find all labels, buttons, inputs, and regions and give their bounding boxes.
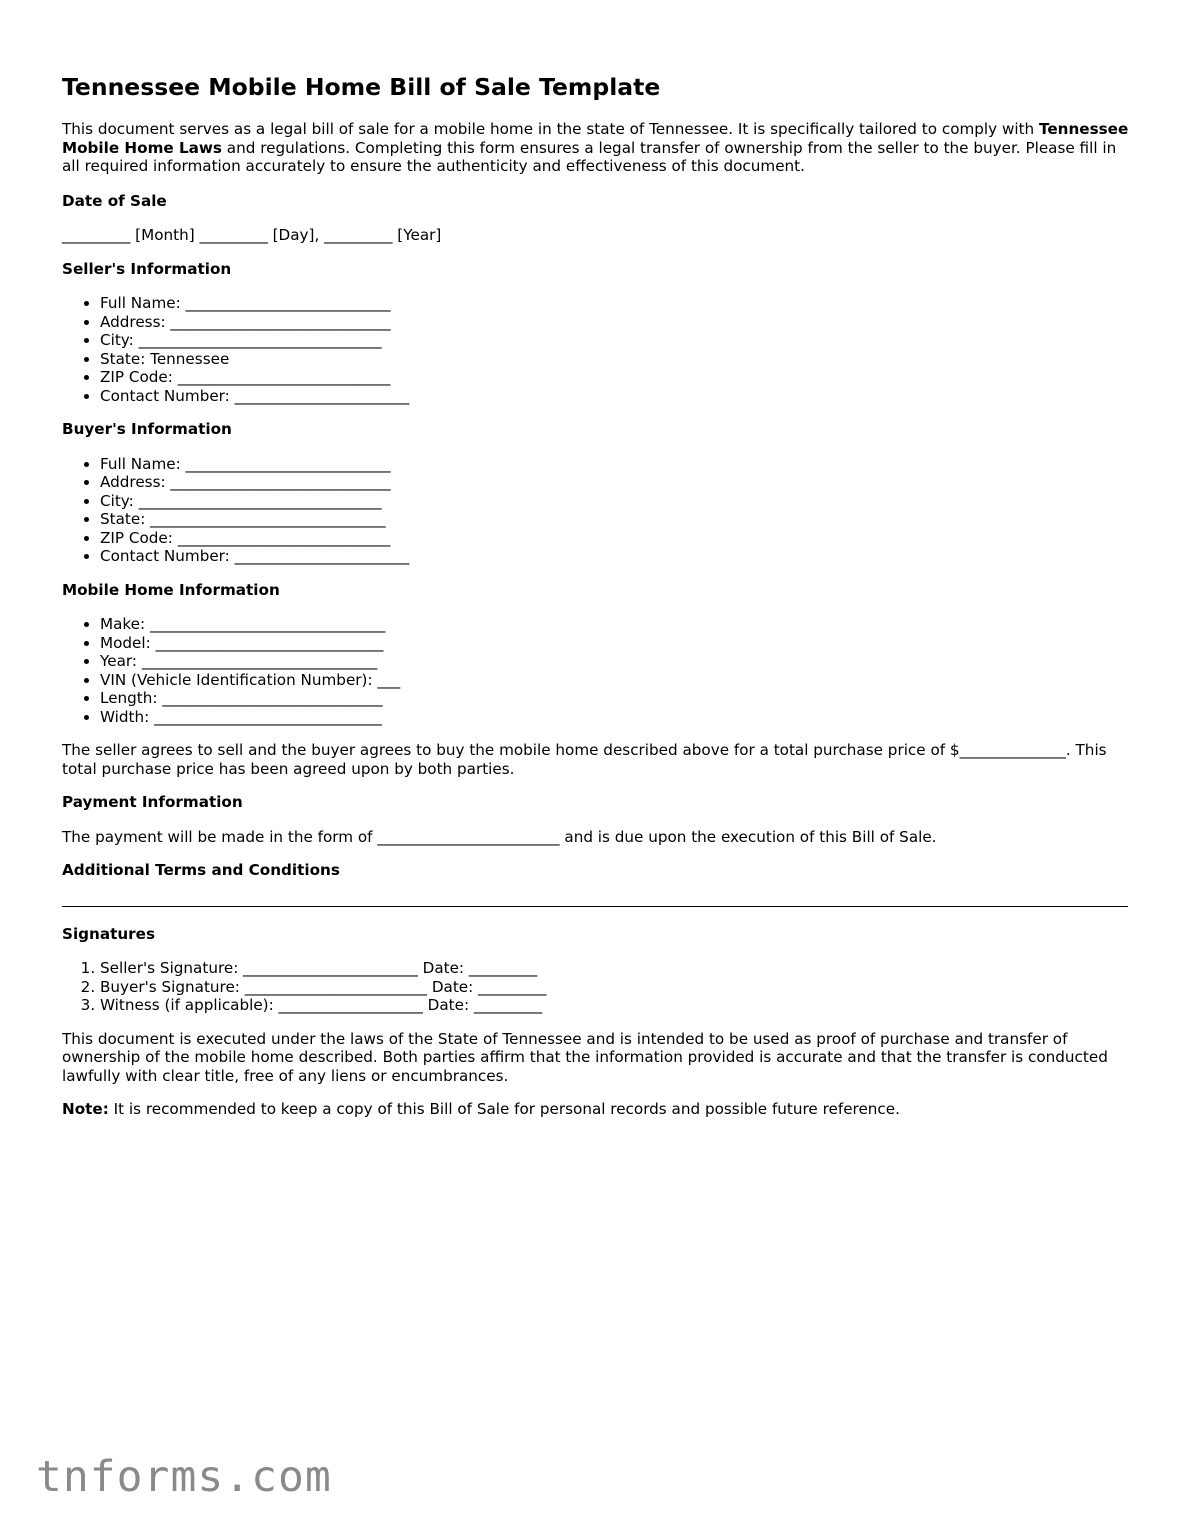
- seller-zip-field[interactable]: • ZIP Code: ____________________________: [100, 368, 1130, 387]
- note-text: It is recommended to keep a copy of this Bill of Sale for personal records and possible future reference.: [108, 1100, 900, 1118]
- seller-signature-line[interactable]: 1. Seller's Signature: _______________________ Date: _________: [100, 959, 1130, 978]
- seller-state-field: • State: Tennessee: [100, 350, 1130, 369]
- make-field[interactable]: • Make: _______________________________: [100, 615, 1130, 634]
- buyer-address-field[interactable]: • Address: _____________________________: [100, 473, 1130, 492]
- mobile-home-info-heading: Mobile Home Information: [62, 580, 280, 599]
- buyer-state-field[interactable]: • State: _______________________________: [100, 510, 1130, 529]
- site-watermark: tnforms.com: [36, 1452, 332, 1502]
- additional-terms-heading: Additional Terms and Conditions: [62, 861, 340, 879]
- signatures-heading: Signatures: [62, 924, 155, 943]
- buyer-city-field[interactable]: • City: ________________________________: [100, 492, 1130, 511]
- witness-signature-line[interactable]: 3. Witness (if applicable): ___________________ Date: _________: [100, 996, 1130, 1015]
- closing-paragraph: This document is executed under the laws of the State of Tennessee and is intended to be used as proof of purchase and transfer of ownership of the mobile home described. Both parties affirm that the information provided is accurate and that the transfer is conducted lawfully with clear title, free of any liens or encumbrances.: [62, 1029, 1108, 1085]
- date-of-sale-line: _________ [Month] _________ [Day], _________ [Year]: [62, 226, 442, 244]
- payment-info-heading: Payment Information: [62, 793, 243, 811]
- seller-info-list: [62, 294, 1130, 405]
- length-field[interactable]: • Length: _____________________________: [100, 689, 1130, 708]
- mobile-home-info-list: [62, 615, 1130, 726]
- seller-contact-field[interactable]: • Contact Number: _______________________: [100, 387, 1130, 406]
- purchase-price-paragraph: The seller agrees to sell and the buyer agrees to buy the mobile home described above for a total purchase price of $______________. This total purchase price has been agreed upon by both parties.: [62, 741, 1107, 778]
- width-field[interactable]: • Width: ______________________________: [100, 708, 1130, 727]
- additional-terms-line[interactable]: [62, 906, 1128, 907]
- note-label: Note:: [62, 1100, 109, 1118]
- intro-bold-text: Tennessee Mobile Home Laws: [62, 120, 1129, 157]
- seller-info-heading: Seller's Information: [62, 259, 232, 278]
- year-field[interactable]: • Year: _______________________________: [100, 652, 1130, 671]
- signatures-list: [62, 959, 1130, 1015]
- vin-field[interactable]: • VIN (Vehicle Identification Number): ___: [100, 671, 1130, 690]
- seller-full-name-field[interactable]: • Full Name: ___________________________: [100, 294, 1130, 313]
- buyer-info-heading: Buyer's Information: [62, 420, 232, 438]
- payment-paragraph: The payment will be made in the form of ________________________ and is due upon the execution of this Bill of Sale.: [62, 827, 937, 846]
- intro-text-1: This document serves as a legal bill of sale for a mobile home in the state of Tennessee. It is specifically tailored to comply with: [62, 120, 1040, 138]
- buyer-signature-line[interactable]: 2. Buyer's Signature: ________________________ Date: _________: [100, 978, 1130, 997]
- buyer-zip-field[interactable]: • ZIP Code: ____________________________: [100, 529, 1130, 548]
- buyer-contact-field[interactable]: • Contact Number: _______________________: [100, 547, 1130, 566]
- intro-paragraph: [62, 120, 1130, 176]
- seller-city-field[interactable]: • City: ________________________________: [100, 331, 1130, 350]
- note-paragraph: [62, 1100, 1130, 1119]
- buyer-info-list: [62, 455, 1130, 566]
- seller-address-field[interactable]: • Address: _____________________________: [100, 313, 1130, 332]
- document-title: Tennessee Mobile Home Bill of Sale Template: [62, 73, 661, 101]
- document-body: [62, 72, 1130, 1119]
- intro-text-2: and regulations. Completing this form ensures a legal transfer of ownership from the seller to the buyer. Please fill in all required information accurately to ensure the authenticity and effectiveness of this document.: [62, 138, 1117, 175]
- date-of-sale-heading: Date of Sale: [62, 191, 167, 210]
- buyer-full-name-field[interactable]: • Full Name: ___________________________: [100, 455, 1130, 474]
- model-field[interactable]: • Model: ______________________________: [100, 634, 1130, 653]
